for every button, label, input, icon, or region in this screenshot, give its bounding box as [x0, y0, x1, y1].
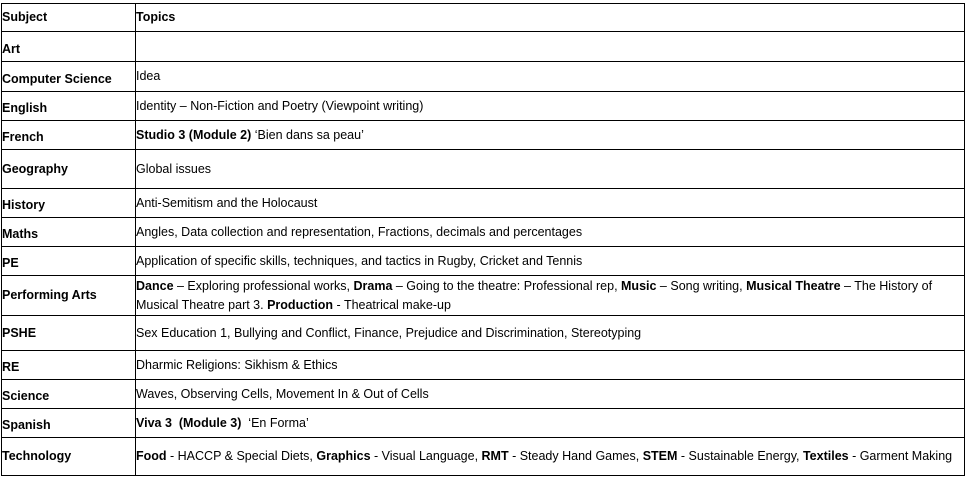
- topics-text: – The History of Musical Theatre part 3.: [136, 278, 933, 312]
- subject-cell: Spanish: [2, 409, 136, 438]
- table-row: [2, 92, 965, 121]
- topics-cell: Sex Education 1, Bullying and Conflict, Finance, Prejudice and Discrimination, Stereotyping: [136, 316, 965, 351]
- table-row: [2, 121, 965, 150]
- subject-cell: Maths: [2, 218, 136, 247]
- topics-text: ‘En Forma’: [241, 415, 309, 430]
- topics-cell: Dharmic Religions: Sikhism & Ethics: [136, 351, 965, 380]
- topics-bold: Musical Theatre: [746, 278, 841, 293]
- table-row: [2, 316, 965, 351]
- subject-column-header: Subject: [2, 4, 136, 32]
- topics-cell: Identity – Non-Fiction and Poetry (Viewpoint writing): [136, 92, 965, 121]
- topics-bold: STEM: [642, 449, 678, 463]
- topics-bold: Viva 3 (Module 3): [136, 415, 242, 430]
- table-row: [2, 351, 965, 380]
- subject-cell: PE: [2, 247, 136, 276]
- table-row: [2, 218, 965, 247]
- topics-cell: [136, 121, 965, 150]
- topics-bold: Graphics: [316, 449, 371, 463]
- topics-text: ‘Bien dans sa peau’: [251, 127, 364, 142]
- topics-cell: Anti-Semitism and the Holocaust: [136, 189, 965, 218]
- topics-text: – Exploring professional works,: [173, 278, 354, 293]
- table-row: [2, 247, 965, 276]
- subject-cell: French: [2, 121, 136, 150]
- table-row: [2, 62, 965, 92]
- topics-cell: Angles, Data collection and representation, Fractions, decimals and percentages: [136, 218, 965, 247]
- subject-cell: Technology: [2, 438, 136, 476]
- topics-bold: Studio 3 (Module 2): [136, 127, 252, 142]
- topics-text: - HACCP & Special Diets,: [166, 449, 317, 463]
- topics-bold: Music: [621, 278, 657, 293]
- topics-table: [1, 3, 965, 476]
- topics-cell: [136, 276, 965, 316]
- subject-cell: RE: [2, 351, 136, 380]
- topics-text: – Song writing,: [656, 278, 747, 293]
- topics-bold: Food: [136, 449, 167, 463]
- topics-bold: Dance: [136, 278, 174, 293]
- topics-text: - Theatrical make-up: [333, 297, 451, 312]
- table-row: [2, 380, 965, 409]
- topics-cell: Idea: [136, 62, 965, 92]
- topics-column-header: Topics: [136, 4, 965, 32]
- topics-text: - Sustainable Energy,: [677, 449, 803, 463]
- subject-cell: Science: [2, 380, 136, 409]
- subject-cell: Performing Arts: [2, 276, 136, 316]
- topics-bold: Drama: [353, 278, 393, 293]
- table-row: [2, 189, 965, 218]
- topics-bold: Textiles: [802, 449, 849, 463]
- topics-cell: [136, 438, 965, 476]
- topics-cell: Global issues: [136, 150, 965, 189]
- table-row: [2, 150, 965, 189]
- topics-text: - Visual Language,: [370, 449, 482, 463]
- topics-cell: Waves, Observing Cells, Movement In & Out of Cells: [136, 380, 965, 409]
- topics-text: – Going to the theatre: Professional rep,: [392, 278, 622, 293]
- table-row: [2, 276, 965, 316]
- topics-cell: [136, 409, 965, 438]
- header-row: [2, 4, 965, 32]
- topics-text: - Garment Making: [848, 449, 953, 463]
- topics-cell: Application of specific skills, techniques, and tactics in Rugby, Cricket and Tennis: [136, 247, 965, 276]
- subject-cell: Art: [2, 32, 136, 62]
- subject-cell: History: [2, 189, 136, 218]
- table-row: [2, 32, 965, 62]
- topics-cell: [136, 32, 965, 62]
- topics-bold: Production: [267, 297, 334, 312]
- table-row: [2, 438, 965, 476]
- topics-bold: RMT: [481, 449, 509, 463]
- table-row: [2, 409, 965, 438]
- subject-cell: Geography: [2, 150, 136, 189]
- subject-cell: English: [2, 92, 136, 121]
- subject-cell: Computer Science: [2, 62, 136, 92]
- topics-text: - Steady Hand Games,: [508, 449, 643, 463]
- subject-cell: PSHE: [2, 316, 136, 351]
